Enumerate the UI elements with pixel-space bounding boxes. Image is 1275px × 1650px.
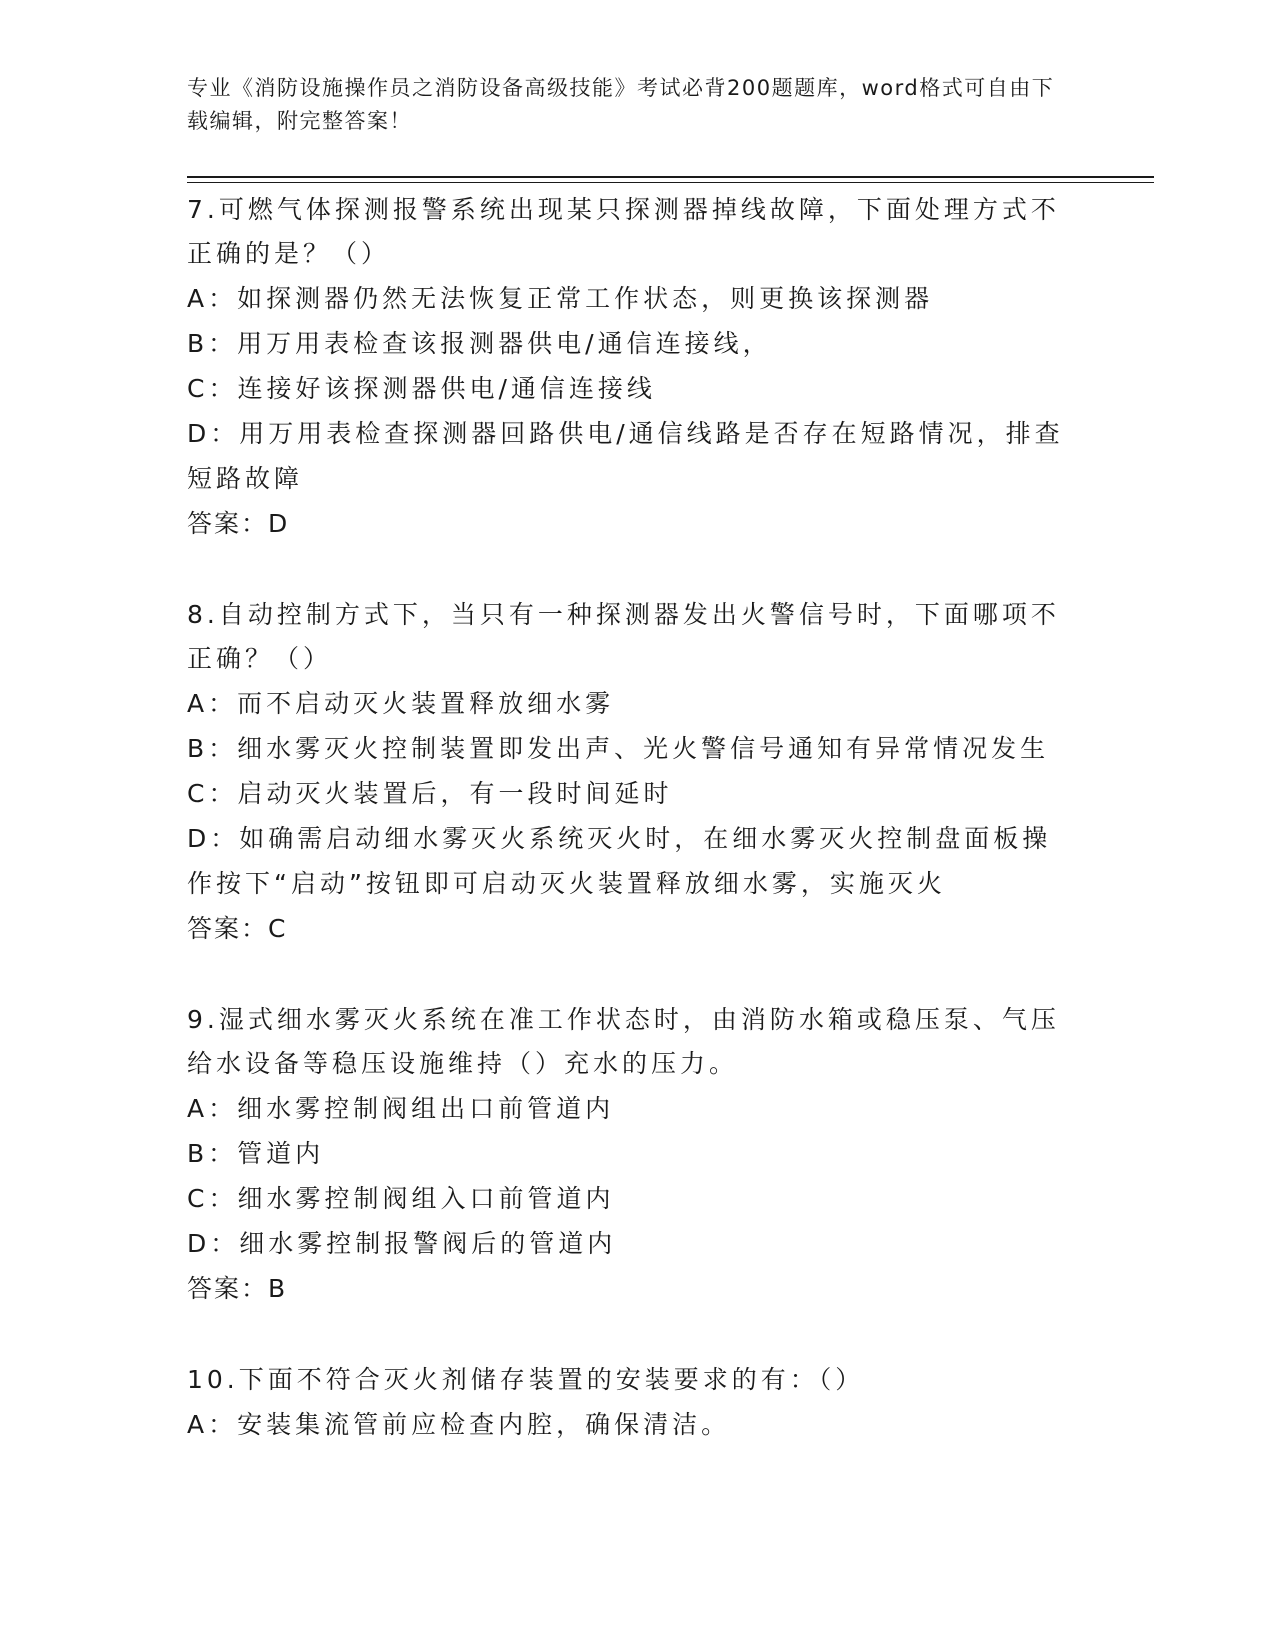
answer-line: 答案：B [187, 1274, 288, 1303]
question-stem: 8.自动控制方式下，当只有一种探测器发出火警信号时，下面哪项不正确？（） [187, 600, 1060, 673]
option-c: C：启动灭火装置后，有一段时间延时 [187, 779, 673, 808]
document-header: 专业《消防设施操作员之消防设备高级技能》考试必背200题题库，word格式可自由下载编辑，附完整答案！ [187, 76, 1055, 133]
option-a: A：而不启动灭火装置释放细水雾 [187, 689, 615, 718]
header-divider-thick [187, 176, 1154, 178]
option-c: C：连接好该探测器供电/通信连接线 [187, 374, 656, 403]
option-d: D：用万用表检查探测器回路供电/通信线路是否存在短路情况，排查短路故障 [187, 419, 1064, 493]
answer-line: 答案：C [187, 914, 288, 943]
question-8 [187, 593, 1067, 951]
question-stem: 7.可燃气体探测报警系统出现某只探测器掉线故障，下面处理方式不正确的是？（） [187, 195, 1060, 268]
option-c: C：细水雾控制阀组入口前管道内 [187, 1184, 615, 1213]
question-stem: 9.湿式细水雾灭火系统在准工作状态时，由消防水箱或稳压泵、气压给水设备等稳压设施维持（）充水的压力。 [187, 1005, 1060, 1078]
question-list [187, 188, 1067, 1494]
option-a: A：如探测器仍然无法恢复正常工作状态，则更换该探测器 [187, 284, 934, 313]
question-9 [187, 998, 1067, 1311]
question-7 [187, 188, 1067, 546]
answer-line: 答案：D [187, 509, 290, 538]
option-b: B：细水雾灭火控制装置即发出声、光火警信号通知有异常情况发生 [187, 734, 1050, 763]
header-divider-thin [187, 182, 1154, 183]
option-b: B：管道内 [187, 1139, 325, 1168]
option-b: B：用万用表检查该报测器供电/通信连接线， [187, 329, 772, 358]
option-a: A：安装集流管前应检查内腔，确保清洁。 [187, 1410, 731, 1439]
option-d: D：如确需启动细水雾灭火系统灭火时，在细水雾灭火控制盘面板操作按下“启动”按钮即可启动灭火装置释放细水雾，实施灭火 [187, 824, 1052, 898]
question-stem: 10.下面不符合灭火剂储存装置的安装要求的有：（） [187, 1365, 865, 1394]
option-d: D：细水雾控制报警阀后的管道内 [187, 1229, 617, 1258]
option-a: A：细水雾控制阀组出口前管道内 [187, 1094, 615, 1123]
question-10 [187, 1358, 1067, 1447]
